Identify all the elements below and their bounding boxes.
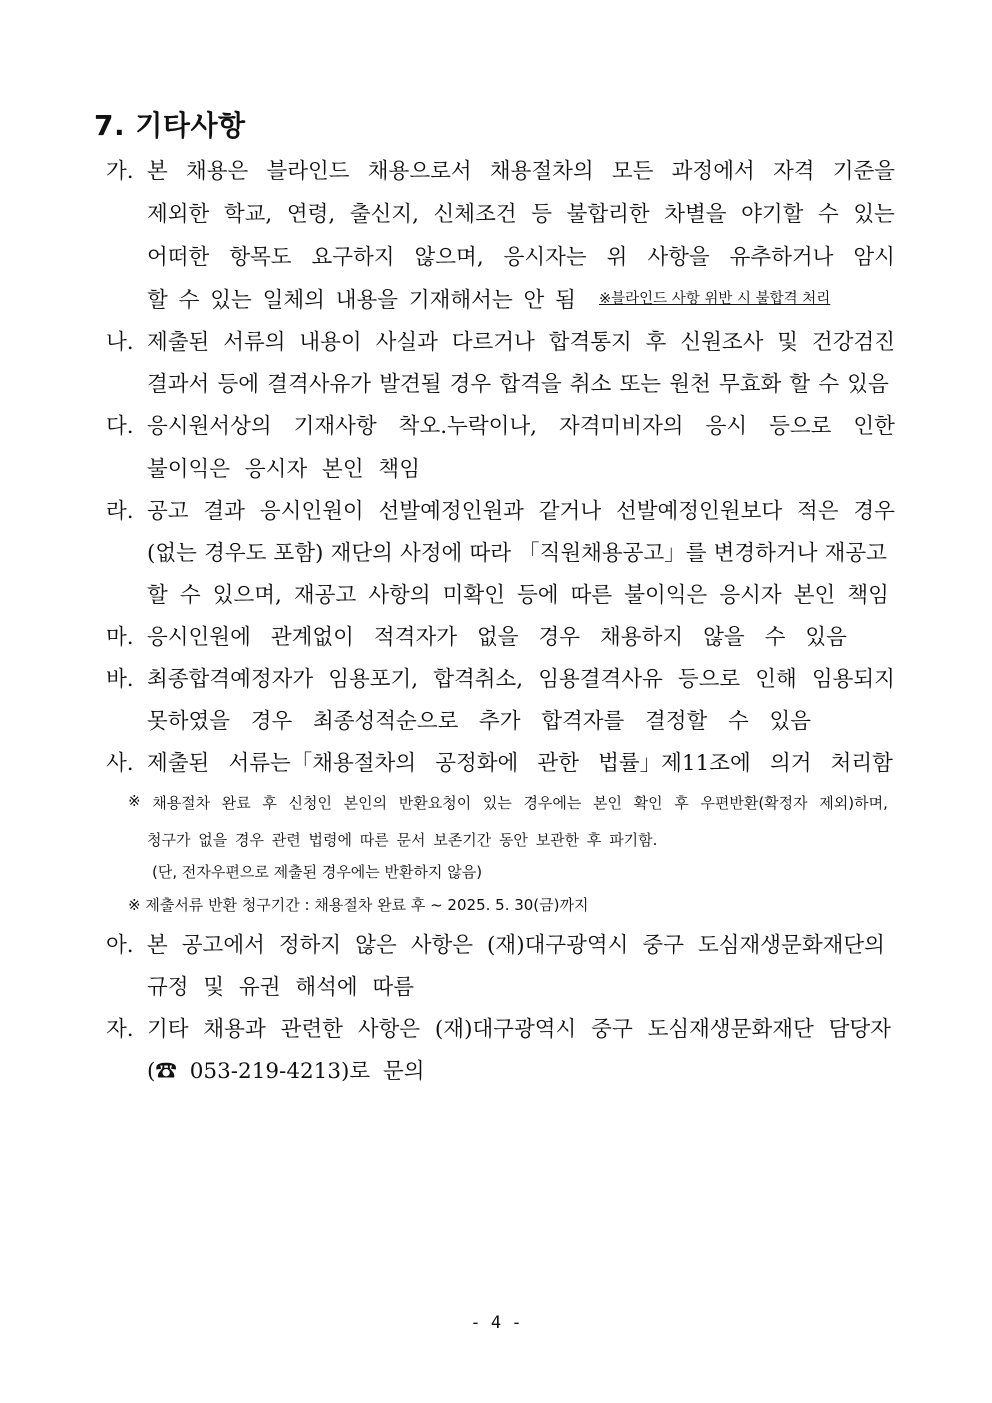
word: 결정할: [645, 709, 708, 734]
word: 또는: [619, 372, 662, 397]
word: 중구: [642, 933, 684, 958]
word: 후: [262, 794, 277, 812]
word: 결격사유가: [267, 372, 372, 397]
item-line: [147, 367, 889, 398]
word: 못하였을: [147, 709, 231, 734]
word: 합격취소,: [433, 667, 524, 692]
word: 도심재생문화재단의: [697, 933, 885, 958]
word: 제외한: [147, 202, 210, 227]
word: 후: [645, 330, 667, 355]
item-marker: 사.: [106, 751, 134, 776]
word: 불합리한: [566, 202, 650, 227]
word: 임용되지: [811, 667, 895, 692]
word: 다르거나: [451, 330, 535, 355]
word: 불이익은: [624, 583, 708, 608]
word: 않은: [355, 933, 397, 958]
word: 본: [147, 159, 168, 184]
word: 응시자: [719, 583, 782, 608]
word: 수: [727, 709, 749, 734]
word: 채용하지: [600, 625, 684, 650]
word: 사실과: [375, 330, 438, 355]
word: 선발예정인원보다: [615, 499, 783, 524]
return-note: 청구가 없을 경우 관련 법령에 따른 문서 보존기간 동안 보관한 후 파기함.: [147, 831, 658, 849]
word: 정하지: [278, 933, 342, 958]
word: 학교,: [223, 202, 273, 227]
word: 위: [606, 245, 628, 270]
item-line: [147, 197, 895, 228]
word: 항목도: [229, 245, 292, 270]
word: 공정화에: [435, 751, 519, 776]
word: 경우: [449, 372, 492, 397]
word: 재공고: [824, 541, 887, 566]
word: 합격을: [499, 372, 562, 397]
word: 채용절차: [152, 794, 211, 812]
word: 응시인원이: [259, 499, 364, 524]
word: 신체조건: [433, 202, 517, 227]
word: 본인의: [343, 794, 388, 812]
word: 있으며,: [212, 583, 282, 608]
item-line: [147, 620, 847, 651]
item-line: [147, 578, 889, 609]
word: 처리함: [830, 751, 893, 776]
word: 최종성적순으로: [312, 709, 459, 734]
word: 있음: [805, 625, 847, 650]
word: 과정에서: [671, 159, 755, 184]
word: 등: [531, 202, 552, 227]
word: 자격미비자의: [558, 414, 684, 439]
word: 결과서: [147, 372, 210, 397]
word: 제출된: [147, 751, 210, 776]
word: 않으며,: [414, 245, 484, 270]
word: 반환요청이: [398, 794, 472, 812]
page-number: - 4 -: [470, 1313, 522, 1333]
word: 할: [789, 372, 811, 397]
word: (재)대구광역시: [434, 1017, 577, 1042]
word: 공고: [147, 499, 189, 524]
item-line: 불이익은 응시자 본인 책임: [147, 457, 420, 482]
word: 적격자가: [373, 625, 457, 650]
item-marker: 가.: [106, 159, 134, 184]
word: 수: [179, 583, 201, 608]
item-line: [147, 928, 885, 959]
word: 응시인원에: [147, 625, 251, 650]
word: 어떠한: [147, 245, 210, 270]
word: 사정에: [400, 541, 463, 566]
word: 차별을: [664, 202, 727, 227]
word: 본인: [793, 583, 836, 608]
item-marker: 나.: [106, 330, 134, 355]
word: 건강검진: [811, 330, 895, 355]
word: 선발예정인원과: [378, 499, 524, 524]
word: 등으로: [677, 667, 741, 692]
word: 착오.누락이나,: [398, 414, 537, 439]
word: 결과: [203, 499, 245, 524]
word: 경우도: [204, 541, 267, 566]
word: 유추하거나: [729, 245, 834, 270]
section-heading: 7. 기타사항: [94, 109, 246, 142]
word: ※: [128, 792, 141, 810]
word: 수: [817, 202, 839, 227]
word: 수: [764, 625, 786, 650]
word: 제출된: [147, 330, 210, 355]
word: 경우: [538, 625, 581, 650]
item-line: [147, 154, 895, 185]
item-marker: 아.: [106, 933, 134, 958]
word: 관련한: [280, 1017, 343, 1042]
word: 완료: [221, 794, 251, 812]
item-marker: 다.: [106, 414, 134, 439]
word: 합격자를: [541, 709, 625, 734]
word: 신청인: [288, 794, 333, 812]
item-line: [147, 1012, 891, 1043]
word: 후: [674, 794, 689, 812]
item-line: [147, 536, 887, 567]
word: 않을: [703, 625, 745, 650]
word: 「직원채용공고」를: [518, 541, 707, 566]
word: 응시자는: [503, 245, 587, 270]
word: 중구: [591, 1017, 633, 1042]
word: 공고에서: [181, 933, 265, 958]
word: 책임: [847, 583, 889, 608]
return-note: (단, 전자우편으로 제출된 경우에는 반환하지 않음): [152, 863, 483, 881]
word: 할: [147, 583, 168, 608]
word: 제외)하며,: [819, 794, 888, 812]
word: 원천: [669, 372, 711, 397]
word: 재단의: [330, 541, 393, 566]
word: 있는: [482, 794, 512, 812]
word: 서류의: [223, 330, 286, 355]
word: (없는: [147, 541, 197, 566]
word: 무효화: [718, 372, 782, 397]
word: 같거나: [538, 499, 602, 524]
word: 수: [818, 372, 840, 397]
word: 추가: [479, 709, 521, 734]
word: (재)대구광역시: [487, 933, 629, 958]
contact-line: (☎ 053-219-4213)로 문의: [147, 1059, 425, 1084]
word: 사항의: [368, 583, 431, 608]
word: 경우에는: [523, 794, 582, 812]
word: 담당자: [828, 1017, 891, 1042]
word: 있음: [769, 709, 811, 734]
word: 없을: [476, 625, 519, 650]
word: 채용으로서: [367, 159, 472, 184]
word: 내용이: [299, 330, 362, 355]
word: 등에: [517, 583, 559, 608]
word: 서류는「채용절차의: [228, 751, 417, 776]
word: 등에: [217, 372, 260, 397]
word: 채용절차의: [489, 159, 594, 184]
return-note: [128, 792, 888, 813]
word: 변경하거나: [713, 541, 818, 566]
item-line: [147, 746, 893, 777]
word: 미확인: [442, 583, 505, 608]
item-line: [147, 240, 895, 271]
item-marker: 바.: [106, 667, 134, 692]
word: 취소: [569, 372, 612, 397]
warning-note: ※블라인드 사항 위반 시 불합격 처리: [599, 291, 831, 307]
word: 사항은: [410, 933, 474, 958]
word: 포함): [273, 541, 324, 566]
word: 출신지,: [349, 202, 419, 227]
word: 채용과: [203, 1017, 266, 1042]
word: 채용은: [185, 159, 249, 184]
word: 기재사항: [293, 414, 377, 439]
word: 우편반환(확정자: [700, 794, 808, 812]
word: 및: [777, 330, 799, 355]
item-line: [147, 409, 895, 440]
word: 신원조사: [680, 330, 764, 355]
word: 합격통지: [548, 330, 632, 355]
word: 자격: [772, 159, 815, 184]
item-marker: 마.: [106, 625, 134, 650]
word: 확인: [633, 794, 663, 812]
word: 야기할: [741, 202, 804, 227]
word: 응시: [705, 414, 748, 439]
word: 응시원서상의: [147, 414, 272, 439]
word: 법률」제11조에: [598, 751, 751, 776]
word: 있음: [847, 372, 889, 397]
word: 암시: [853, 245, 895, 270]
word: 임용포기,: [328, 667, 419, 692]
word: 최종합격예정자가: [147, 667, 314, 692]
word: 사항을: [647, 245, 710, 270]
word: 따른: [570, 583, 613, 608]
word: 기준을: [832, 159, 895, 184]
word: 발견될: [379, 372, 442, 397]
word: 인해: [755, 667, 797, 692]
word: 임용결격사유: [538, 667, 663, 692]
word: 관계없이: [270, 625, 354, 650]
word: 요구하지: [311, 245, 395, 270]
word: 블라인드: [266, 159, 350, 184]
word: 모든: [611, 159, 654, 184]
item-line: [147, 704, 811, 735]
word: 등으로: [769, 414, 832, 439]
item-marker: 자.: [106, 1017, 134, 1042]
item-marker: 라.: [106, 499, 134, 524]
item-line: 규정 및 유권 해석에 따름: [147, 975, 415, 1000]
word: 따라: [469, 541, 511, 566]
word: 의거: [769, 751, 812, 776]
word: 인한: [853, 414, 895, 439]
word: 기타: [147, 1017, 189, 1042]
return-period-note: ※ 제출서류 반환 청구기간 : 채용절차 완료 후 ~ 2025. 5. 30(금)까지: [128, 896, 589, 914]
item-line: [147, 494, 895, 525]
word: 연령,: [286, 202, 336, 227]
word: 본인: [593, 794, 623, 812]
word: 경우: [853, 499, 895, 524]
word: 본: [147, 933, 168, 958]
word: 관한: [537, 751, 579, 776]
item-line: 할 수 있는 일체의 내용을 기재해서는 안 됨: [147, 288, 576, 313]
item-line: [147, 662, 895, 693]
word: 도심재생문화재단: [647, 1017, 814, 1042]
word: 경우: [250, 709, 293, 734]
item-line: [147, 325, 895, 356]
word: 있는: [853, 202, 895, 227]
word: 재공고: [293, 583, 357, 608]
word: 사항은: [357, 1017, 421, 1042]
word: 적은: [796, 499, 839, 524]
